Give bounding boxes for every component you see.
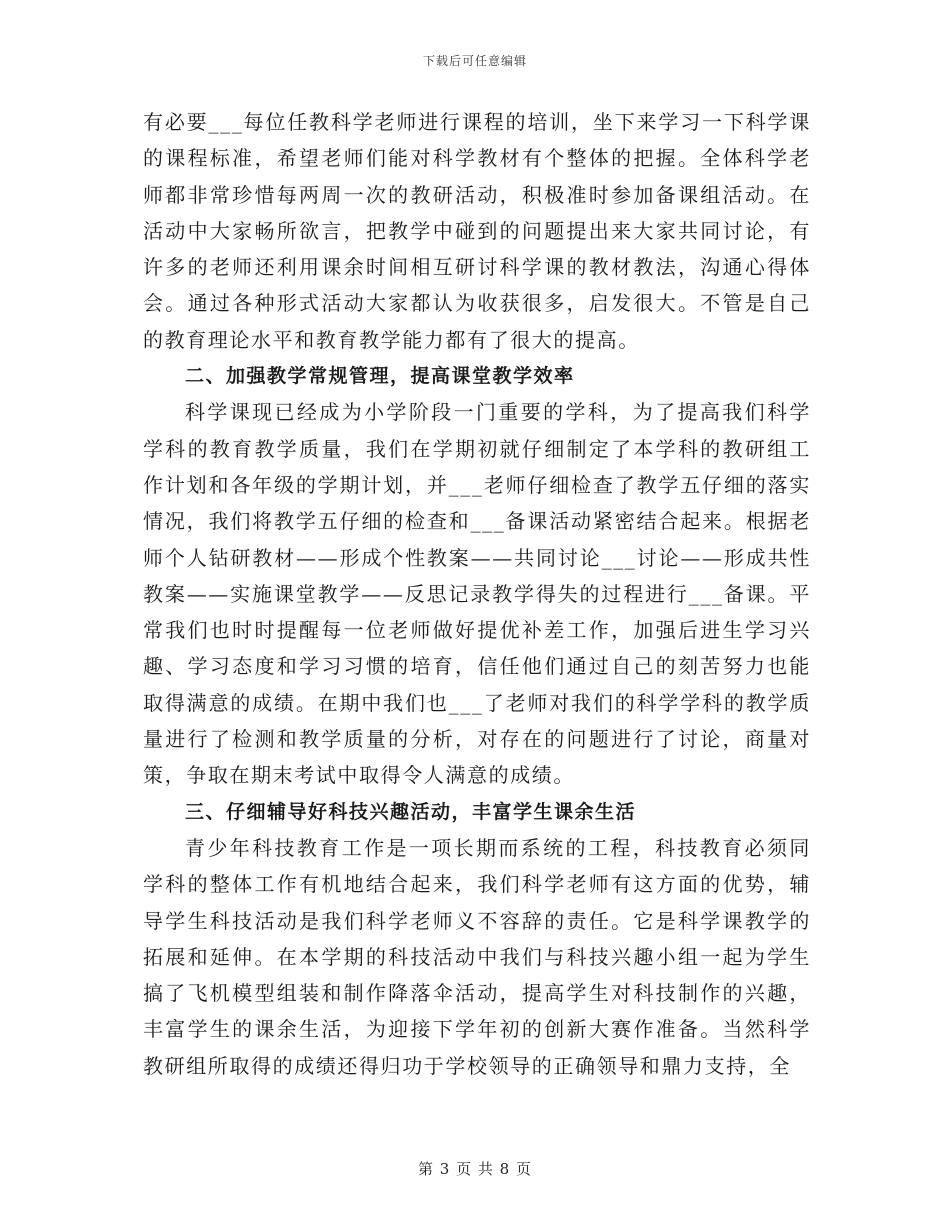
page-number: 第 3 页 共 8 页 [418,1160,532,1178]
section-heading-3: 三、仔细辅导好科技兴趣活动，丰富学生课余生活 [185,800,637,823]
document-body [143,104,811,1084]
paragraph-section-2: 科学课现已经成为小学阶段一门重要的学科，为了提高我们科学学科的教育教学质量，我们在学期初就仔细制定了本学科的教研组工作计划和各年级的学期计划，并___老师仔细检查了教学五仔细的落实情况，我们将教学五仔细的检查和___备课活动紧密结合起来。根据老师个人钻研教材——形成个性教案——共同讨论___讨论——形成共性教案——实施课堂教学——反思记录教学得失的过程进行___备课。平常我们也时时提醒每一位老师做好提优补差工作，加强后进生学习兴趣、学习态度和学习习惯的培育，信任他们通过自己的刻苦努力也能取得满意的成绩。在期中我们也___了老师对我们的科学学科的教学质量进行了检测和教学质量的分析，对存在的问题进行了讨论，商量对策，争取在期末考试中取得令人满意的成绩。 [143,400,811,788]
paragraph-section-3: 青少年科技教育工作是一项长期而系统的工程，科技教育必须同学科的整体工作有机地结合起来，我们科学老师有这方面的优势，辅导学生科技活动是我们科学老师义不容辞的责任。它是科学课教学的拓展和延伸。在本学期的科技活动中我们与科技兴趣小组一起为学生搞了飞机模型组装和制作降落伞活动，提高学生对科技制作的兴趣，丰富学生的课余生活，为迎接下学年初的创新大赛作准备。当然科学教研组所取得的成绩还得归功于学校领导的正确领导和鼎力支持，全 [143,835,811,1078]
paragraph-continuation: 有必要___每位任教科学老师进行课程的培训，坐下来学习一下科学课的课程标准，希望老师们能对科学教材有个整体的把握。全体科学老师都非常珍惜每两周一次的教研活动，积极准时参加备课组活动。在活动中大家畅所欲言，把教学中碰到的问题提出来大家共同讨论，有许多的老师还利用课余时间相互研讨科学课的教材教法，沟通心得体会。通过各种形式活动大家都认为收获很多，启发很大。不管是自己的教育理论水平和教育教学能力都有了很大的提高。 [143,110,811,352]
page-header: 下载后可任意编辑 [422,54,527,68]
section-heading-2: 二、加强教学常规管理，提高课堂教学效率 [185,365,575,388]
